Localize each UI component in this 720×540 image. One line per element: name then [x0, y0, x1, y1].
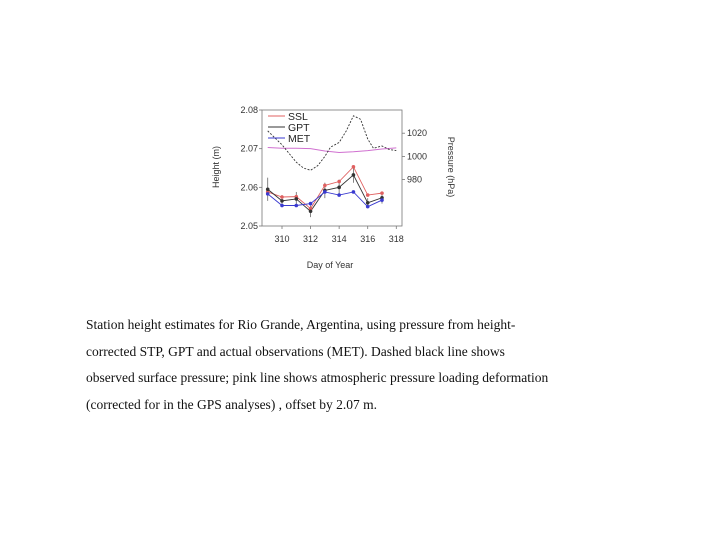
series-point-met	[280, 204, 284, 208]
caption-line: observed surface pressure; pink line shows atmospheric pressure loading deformation	[86, 370, 549, 386]
y-axis-left-title: Height (m)	[211, 145, 221, 189]
series-point-ssl	[323, 184, 327, 188]
series-point-met	[366, 205, 370, 209]
series-point-gpt	[266, 187, 270, 191]
caption-line: corrected STP, GPT and actual observations (MET). Dashed black line shows	[86, 343, 505, 359]
y-left-tick-label: 2.07	[240, 143, 258, 154]
caption-line: Station height estimates for Rio Grande, Argentina, using pressure from height-	[86, 317, 516, 332]
x-tick-label: 318	[388, 234, 404, 244]
series-point-gpt	[294, 197, 298, 201]
series-point-ssl	[380, 191, 384, 195]
legend-label-ssl: SSL	[288, 111, 308, 123]
series-point-ssl	[280, 195, 284, 199]
caption-line: (corrected for in the GPS analyses) , offset by 2.07 m.	[86, 397, 378, 413]
series-point-gpt	[352, 173, 356, 177]
y-right-tick-label: 1000	[407, 151, 428, 162]
x-tick-label: 314	[331, 234, 347, 244]
y-left-tick-label: 2.06	[240, 182, 258, 193]
y-right-tick-label: 1020	[407, 128, 428, 139]
series-point-met	[337, 193, 341, 197]
series-point-met	[323, 190, 327, 194]
series-lines	[268, 116, 397, 212]
series-point-gpt	[366, 201, 370, 205]
series-point-met	[294, 204, 298, 208]
loading-deformation-line	[268, 148, 397, 153]
series-point-met	[309, 202, 313, 206]
y-left-tick-label: 2.05	[240, 221, 258, 231]
series-point-gpt	[280, 199, 284, 203]
y-right-tick-label: 980	[407, 174, 423, 185]
y-left-tick-label: 2.08	[240, 105, 258, 115]
series-point-met	[380, 198, 384, 202]
x-tick-label: 312	[303, 234, 319, 244]
figure-caption	[86, 312, 646, 419]
surface-pressure-line	[268, 116, 397, 171]
legend-label-gpt: GPT	[288, 122, 310, 134]
chart-legend	[268, 111, 311, 145]
series-point-ssl	[352, 165, 356, 169]
y-axis-right-title: Pressure (hPa)	[446, 136, 456, 198]
series-point-ssl	[366, 193, 370, 197]
axis-ticks	[240, 105, 427, 244]
x-tick-label: 310	[274, 234, 290, 244]
x-tick-label: 316	[360, 234, 376, 244]
series-point-ssl	[337, 180, 341, 184]
series-point-gpt	[337, 186, 341, 190]
series-point-met	[352, 190, 356, 194]
series-point-gpt	[309, 210, 313, 214]
series-point-met	[266, 192, 270, 196]
legend-label-met: MET	[288, 133, 311, 145]
x-axis-title: Day of Year	[306, 260, 354, 270]
